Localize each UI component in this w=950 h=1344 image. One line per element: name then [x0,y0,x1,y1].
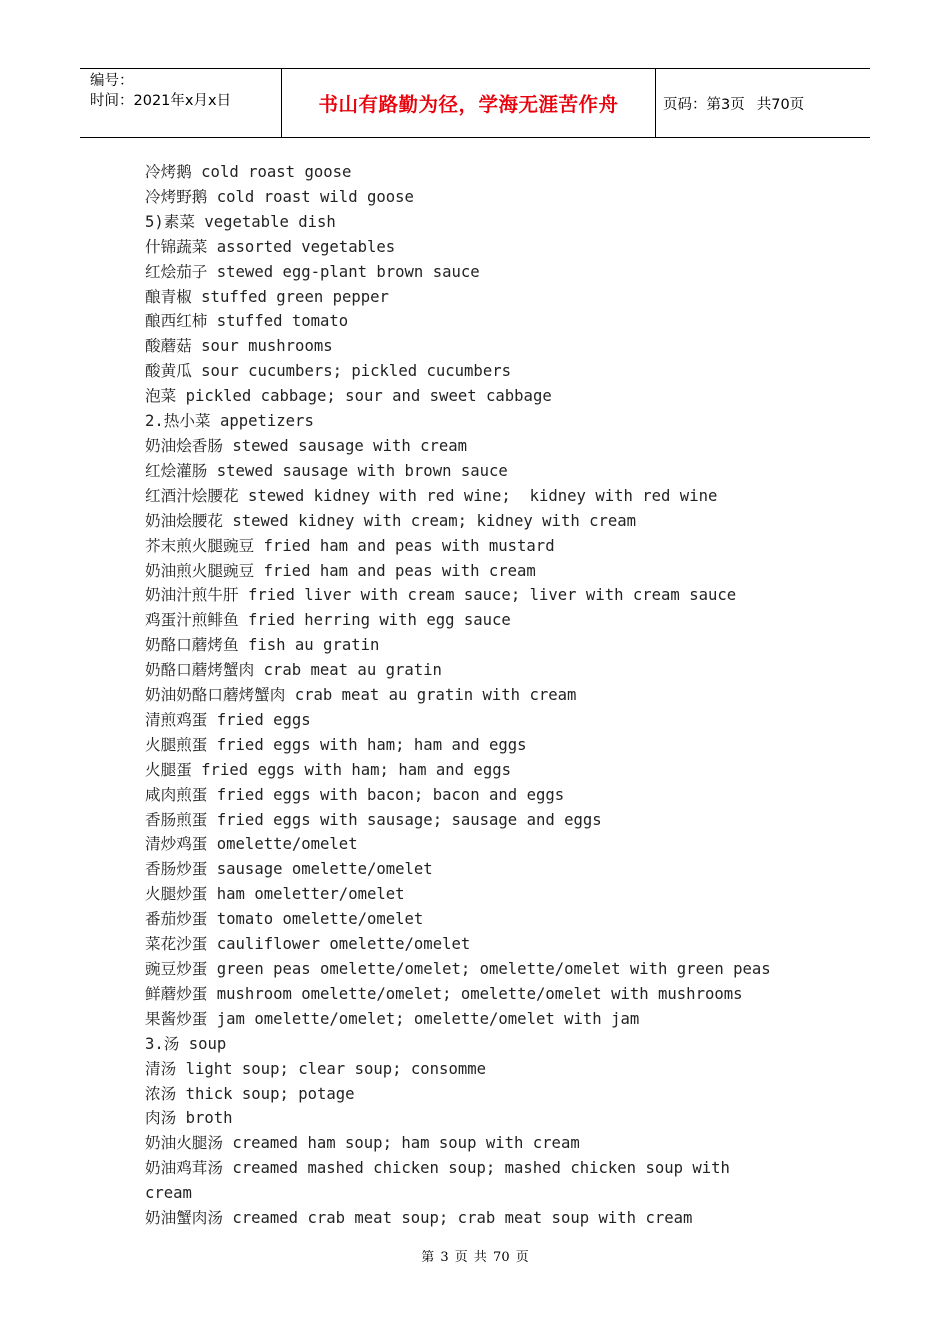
glossary-line: 红烩茄子 stewed egg-plant brown sauce [145,262,480,281]
glossary-line: 酿青椒 stuffed green pepper [145,287,389,306]
page-footer: 第 3 页 共 70 页 [421,1250,529,1265]
glossary-line: 浓汤 thick soup; potage [145,1084,355,1103]
glossary-line: 酸黄瓜 sour cucumbers; pickled cucumbers [145,362,511,381]
glossary-line: 清煎鸡蛋 fried eggs [145,710,311,729]
glossary-line: 红酒汁烩腰花 stewed kidney with red wine; kidney with red wine [145,486,718,505]
glossary-line: 红烩灌肠 stewed sausage with brown sauce [145,461,508,480]
glossary-line: 菜花沙蛋 cauliflower omelette/omelet [145,935,471,954]
glossary-line: 奶油蟹肉汤 creamed crab meat soup; crab meat soup with cream [145,1209,693,1228]
glossary-line: 豌豆炒蛋 green peas omelette/omelet; omelette/omelet with green peas [145,960,771,978]
glossary-line: 冷烤鹅 cold roast goose [145,163,352,181]
header-divider [655,69,656,137]
glossary-line: 酿西红柿 stuffed tomato [145,312,349,331]
glossary-line: 泡菜 pickled cabbage; sour and sweet cabbage [145,387,552,406]
glossary-line: 奶酪口蘑烤蟹肉 crab meat au gratin [145,661,442,680]
glossary-line: 鲜蘑炒蛋 mushroom omelette/omelet; omelette/omelet with mushrooms [145,984,743,1003]
glossary-line: 什锦蔬菜 assorted vegetables [145,237,396,256]
glossary-line: 冷烤野鹅 cold roast wild goose [145,187,414,206]
glossary-line: 火腿炒蛋 ham omeletter/omelet [145,885,405,904]
glossary-line: 香肠煎蛋 fried eggs with sausage; sausage and eggs [145,810,602,829]
glossary-line: 清炒鸡蛋 omelette/omelet [145,835,358,854]
glossary-line: 果酱炒蛋 jam omelette/omelet; omelette/omelet with jam [145,1009,640,1028]
glossary-line: 火腿煎蛋 fried eggs with ham; ham and eggs [145,735,527,754]
glossary-line: 奶油烩香肠 stewed sausage with cream [145,436,468,455]
glossary-line: 奶油汁煎牛肝 fried liver with cream sauce; liver with cream sauce [145,586,737,605]
glossary-line: 肉汤 broth [145,1109,233,1128]
glossary-line: 5)素菜 vegetable dish [145,212,336,231]
glossary-line: 奶油煎火腿豌豆 fried ham and peas with cream [145,561,536,580]
glossary-line: 2.热小菜 appetizers [145,412,314,431]
glossary-line: 咸肉煎蛋 fried eggs with bacon; bacon and eggs [145,785,565,804]
glossary-line: 火腿蛋 fried eggs with ham; ham and eggs [145,760,511,779]
glossary-line: 奶油鸡茸汤 creamed mashed chicken soup; mashed chicken soup with [145,1159,730,1178]
document-number-label: 编号： [90,73,134,89]
glossary-line: 奶酪口蘑烤鱼 fish au gratin [145,636,380,655]
menu-glossary-text [145,160,865,1231]
glossary-line: 酸蘑菇 sour mushrooms [145,337,333,356]
glossary-line: 奶油烩腰花 stewed kidney with cream; kidney with cream [145,511,637,530]
glossary-line: 芥末煎火腿豌豆 fried ham and peas with mustard [145,536,555,555]
page-header [80,68,870,138]
document-date: 时间：2021年x月x日 [90,93,232,109]
header-meta [90,71,280,111]
glossary-line: 清汤 light soup; clear soup; consomme [145,1059,486,1078]
glossary-line: 奶油奶酪口蘑烤蟹肉 crab meat au gratin with cream [145,686,577,705]
glossary-line: 3.汤 soup [145,1034,227,1053]
glossary-line: 奶油火腿汤 creamed ham soup; ham soup with cream [145,1134,580,1153]
header-motto: 书山有路勤为径，学海无涯苦作舟 [318,93,619,116]
glossary-line: cream [145,1184,192,1203]
glossary-line: 香肠炒蛋 sausage omelette/omelet [145,860,433,879]
page-number-label: 页码：第3页 [663,96,745,113]
page-total-label: 共70页 [756,96,805,113]
glossary-line: 鸡蛋汁煎鲱鱼 fried herring with egg sauce [145,611,511,630]
glossary-line: 番茄炒蛋 tomato omelette/omelet [145,910,424,929]
header-page-info [663,69,804,137]
